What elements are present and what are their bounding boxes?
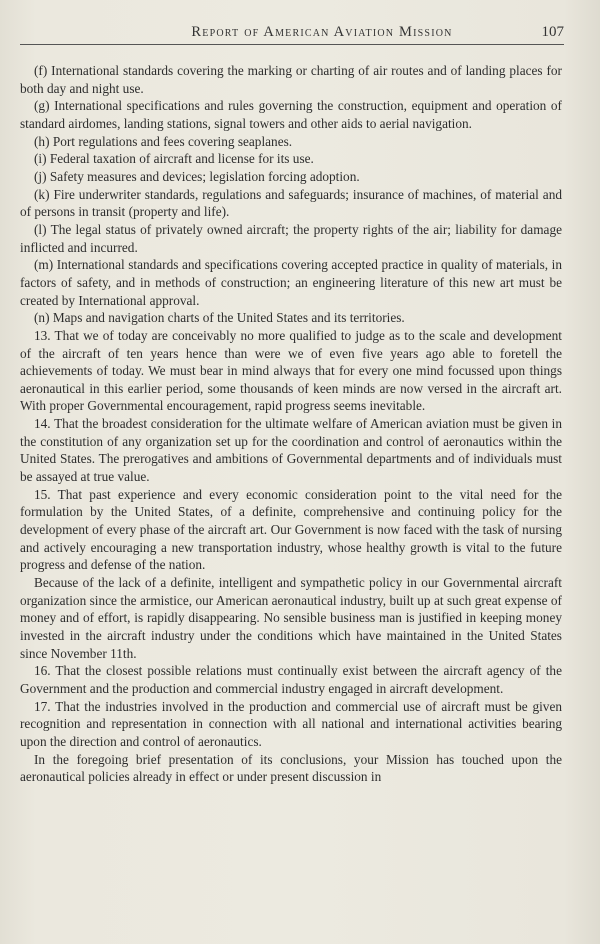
paragraph: (h) Port regulations and fees covering seaplanes. <box>34 133 293 149</box>
running-header <box>20 22 564 45</box>
paragraph: (l) The legal status of privately owned aircraft; the property rights of the air; liability for damage inflicted and incurred. <box>20 221 562 255</box>
paragraph: In the foregoing brief presentation of its conclusions, your Mission has touched upon the aeronautical policies already in effect or under present discussion in <box>20 751 562 785</box>
paragraph: 17. That the industries involved in the production and commercial use of aircraft must be given recognition and representation in connection with all national and international activities bearing upon the direction and control of aeronautics. <box>20 698 562 749</box>
paragraph: 16. That the closest possible relations must continually exist between the aircraft agency of the Government and the production and commercial industry engaged in aircraft development. <box>20 663 562 696</box>
paragraph: (k) Fire underwriter standards, regulations and safeguards; insurance of machines, of material and of persons in transit (property and life). <box>20 186 562 220</box>
paragraph: (n) Maps and navigation charts of the United States and its territories. <box>34 310 405 326</box>
paragraph: 13. That we of today are conceivably no more qualified to judge as to the scale and development of the aircraft of ten years hence than were we of even five years ago able to foretell the achievements of today. We must bear in mind always that for every one mind focussed upon things aeronautical in this earlier period, some thousands of keen minds are now versed in the aircraft art. With proper Governmental encouragement, rapid progress seems inevitable. <box>20 327 562 414</box>
paragraph: (j) Safety measures and devices; legislation forcing adoption. <box>34 168 360 184</box>
paragraph: (g) International specifications and rules governing the construction, equipment and operation of standard airdomes, landing stations, signal towers and other aids to aerial navigation. <box>20 98 562 131</box>
running-title: Report of American Aviation Mission <box>191 24 453 40</box>
paragraph: 14. That the broadest consideration for the ultimate welfare of American aviation must be given in the constitution of any organization set up for the coordination and control of aeronautics within the United States. The prerogatives and ambitions of Governmental departments and of individuals must be assayed at true value. <box>20 416 562 485</box>
paragraph: (i) Federal taxation of aircraft and license for its use. <box>34 151 314 167</box>
paragraph: Because of the lack of a definite, intelligent and sympathetic policy in our Governmental aircraft organization since the armistice, our American aeronautical industry, built up at such great expense of money and of effort, is rapidly disappearing. No sensible business man is justified in keeping money invested in the aircraft industry under the conditions which have maintained in the United States since November 11th. <box>20 575 562 661</box>
page-number: 107 <box>541 24 564 40</box>
paragraph: (m) International standards and specifications covering accepted practice in quality of materials, in factors of safety, and in methods of construction; an engineering literature of this new art must be created by International approval. <box>20 257 562 308</box>
paragraph: (f) International standards covering the marking or charting of air routes and of landing places for both day and night use. <box>20 63 562 96</box>
body-text <box>20 62 562 786</box>
paragraph: 15. That past experience and every economic consideration point to the vital need for the formulation by the United States, of a definite, comprehensive and continuing policy for the development of every phase of the aircraft art. Our Government is now faced with the task of nursing and actively encouraging a new transportation industry, whose healthy growth is vital to the future progress and defense of the nation. <box>20 486 562 573</box>
